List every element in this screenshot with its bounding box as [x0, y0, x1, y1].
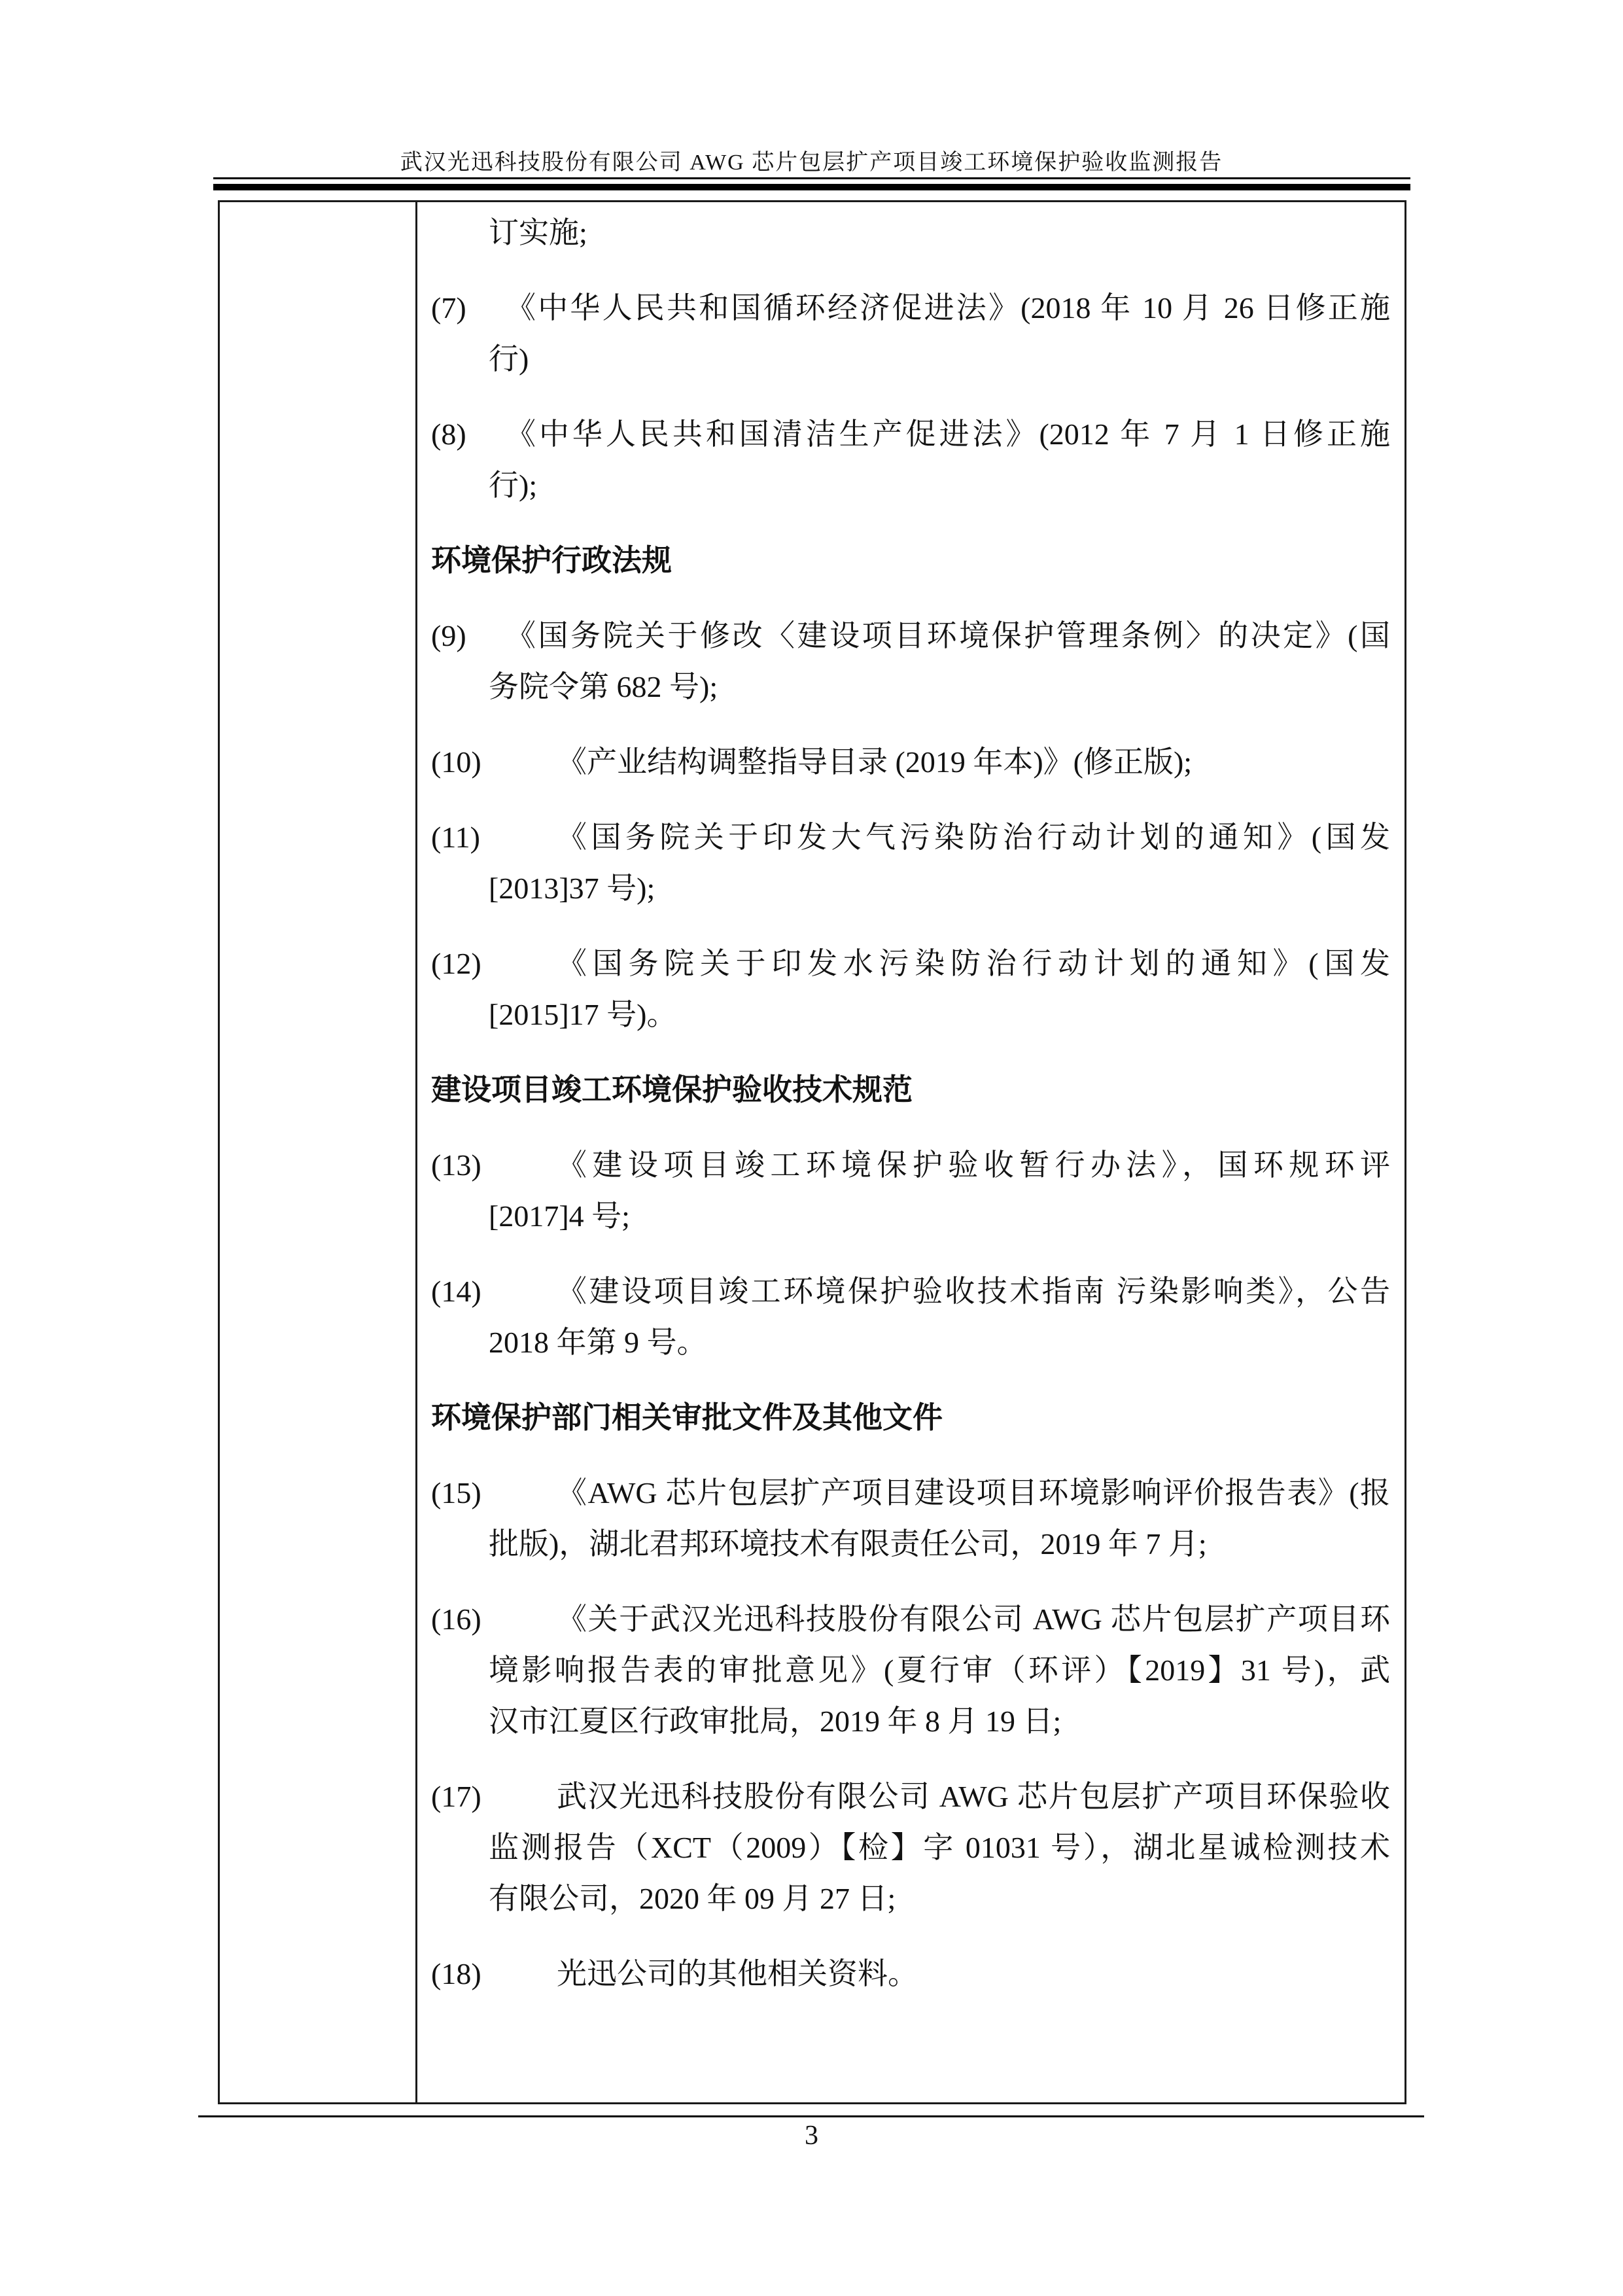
item-number: (15) — [431, 1476, 481, 1510]
list-item-line — [417, 812, 1390, 863]
text-line — [417, 207, 1390, 258]
line-text: 《关于武汉光迅科技股份有限公司 AWG 芯片包层扩产项目环 — [557, 1602, 1390, 1636]
list-item-line — [417, 283, 1390, 334]
item-number: (12) — [431, 947, 481, 980]
line-text: [2015]17 号)。 — [489, 998, 677, 1031]
item-number: (11) — [431, 821, 480, 854]
header-rule-thick — [213, 184, 1410, 190]
list-item-line — [417, 1771, 1390, 1822]
list-item-line — [417, 1949, 1390, 2000]
line-text: 务院令第 682 号); — [489, 670, 718, 703]
item-number: (9) — [431, 619, 466, 652]
item-number: (18) — [431, 1957, 481, 1990]
section-heading — [417, 535, 1390, 586]
line-text: 《国务院关于印发水污染防治行动计划的通知》(国发 — [557, 947, 1390, 980]
footer-rule — [198, 2115, 1424, 2117]
list-item-line — [417, 1468, 1390, 1519]
line-text: 《产业结构调整指导目录 (2019 年本)》(修正版); — [557, 745, 1193, 779]
item-number: (16) — [431, 1602, 481, 1636]
header-rule-thin — [213, 177, 1410, 179]
running-header-title: 武汉光迅科技股份有限公司 AWG 芯片包层扩产项目竣工环境保护验收监测报告 — [400, 150, 1223, 175]
table-right-cell — [417, 202, 1405, 2102]
line-text: 《中华人民共和国清洁生产促进法》(2012 年 7 月 1 日修正施 — [506, 417, 1390, 451]
content-table — [218, 200, 1406, 2104]
list-item-line — [417, 938, 1390, 989]
text-line — [417, 1873, 1390, 1924]
text-line — [417, 1191, 1390, 1242]
item-number: (14) — [431, 1275, 481, 1308]
item-number: (17) — [431, 1780, 481, 1813]
text-line — [417, 334, 1390, 385]
list-item-line — [417, 737, 1390, 788]
line-text: 《国务院关于印发大气污染防治行动计划的通知》(国发 — [557, 821, 1390, 854]
item-number: (7) — [431, 291, 466, 325]
line-text: 批版)，湖北君邦环境技术有限责任公司，2019 年 7 月; — [489, 1527, 1207, 1561]
line-text: 《中华人民共和国循环经济促进法》(2018 年 10 月 26 日修正施 — [506, 291, 1390, 325]
item-number: (10) — [431, 745, 481, 779]
page-number: 3 — [805, 2121, 818, 2151]
text-line — [417, 460, 1390, 511]
text-line — [417, 1696, 1390, 1747]
item-number: (13) — [431, 1148, 481, 1182]
line-text: [2013]37 号); — [489, 872, 655, 905]
heading-text: 建设项目竣工环境保护验收技术规范 — [431, 1073, 913, 1106]
line-text: 行) — [489, 342, 529, 376]
text-line — [417, 1645, 1390, 1696]
line-text: 《建设项目竣工环境保护验收技术指南 污染影响类》，公告 — [557, 1275, 1390, 1308]
line-text: 订实施; — [489, 216, 587, 249]
heading-text: 环境保护部门相关审批文件及其他文件 — [431, 1401, 943, 1434]
line-text: 《国务院关于修改〈建设项目环境保护管理条例〉的决定》(国 — [506, 619, 1390, 652]
text-line — [417, 662, 1390, 713]
line-text: 光迅公司的其他相关资料。 — [557, 1957, 918, 1990]
line-text: 监测报告（XCT（2009）【检】字 01031 号），湖北星诚检测技术 — [489, 1831, 1390, 1864]
text-line — [417, 1317, 1390, 1368]
text-line — [417, 1822, 1390, 1873]
section-heading — [417, 1065, 1390, 1116]
line-text: 行); — [489, 468, 538, 502]
text-line — [417, 989, 1390, 1040]
line-text: 汉市江夏区行政审批局，2019 年 8 月 19 日; — [489, 1704, 1062, 1738]
list-item-line — [417, 1140, 1390, 1191]
line-text: 2018 年第 9 号。 — [489, 1326, 707, 1359]
heading-text: 环境保护行政法规 — [431, 544, 672, 577]
line-text: [2017]4 号; — [489, 1199, 630, 1233]
list-item-line — [417, 1266, 1390, 1317]
list-item-line — [417, 1594, 1390, 1645]
table-left-cell — [220, 202, 417, 2102]
line-text: 《AWG 芯片包层扩产项目建设项目环境影响评价报告表》(报 — [557, 1476, 1390, 1510]
text-line — [417, 1519, 1390, 1570]
line-text: 有限公司，2020 年 09 月 27 日; — [489, 1882, 896, 1915]
item-number: (8) — [431, 417, 466, 451]
list-item-line — [417, 409, 1390, 460]
list-item-line — [417, 610, 1390, 662]
line-text: 境影响报告表的审批意见》(夏行审（环评）【2019】31 号)，武 — [489, 1653, 1390, 1687]
section-heading — [417, 1392, 1390, 1443]
line-text: 武汉光迅科技股份有限公司 AWG 芯片包层扩产项目环保验收 — [557, 1780, 1390, 1813]
text-line — [417, 863, 1390, 914]
line-text: 《建设项目竣工环境保护验收暂行办法》，国环规环评 — [557, 1148, 1390, 1182]
